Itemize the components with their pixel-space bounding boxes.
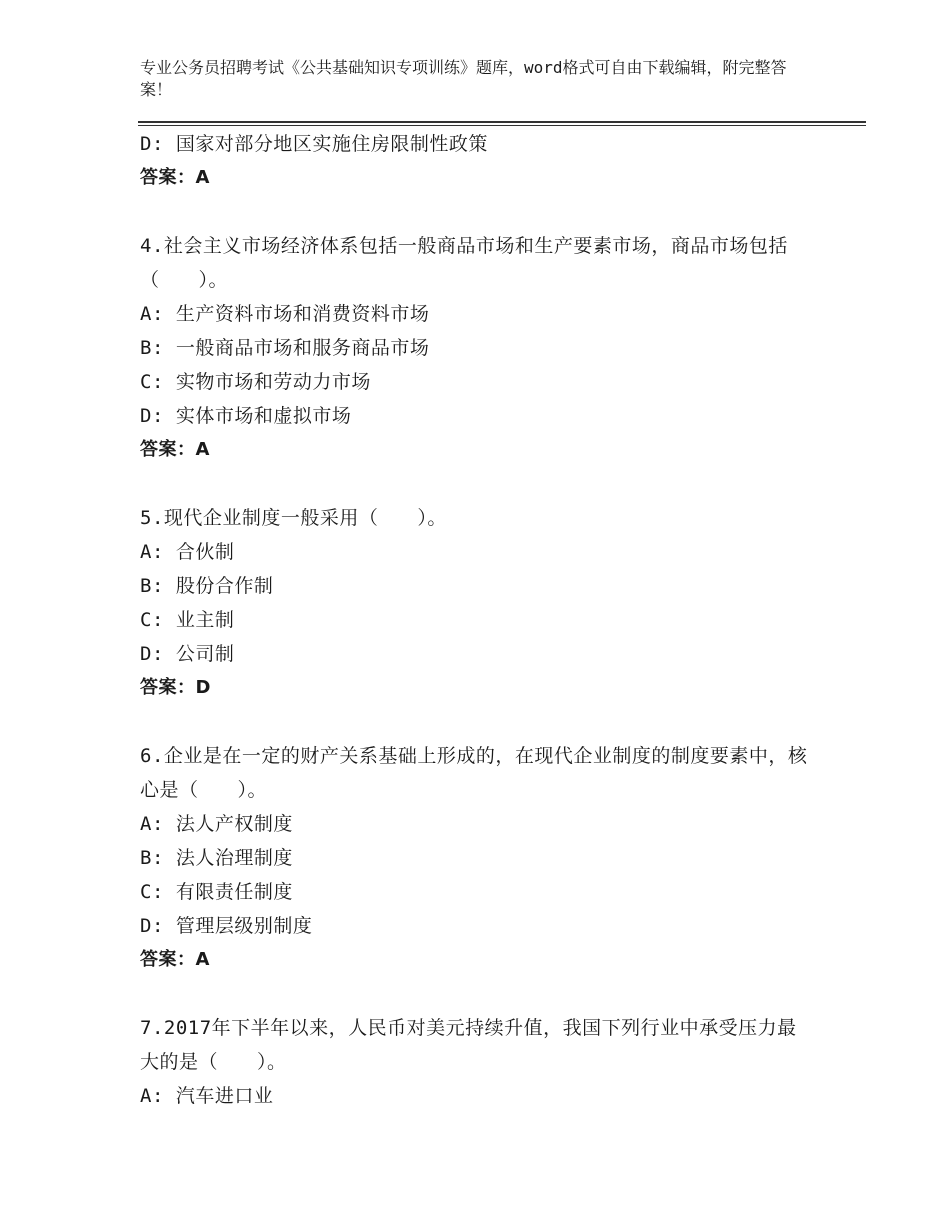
question-7: [140, 1011, 812, 1113]
answer: 答案：A: [140, 167, 210, 188]
option-b: B: 股份合作制: [140, 575, 274, 597]
question-5: [140, 501, 812, 705]
option-d: D: 实体市场和虚拟市场: [140, 405, 352, 427]
question-text: 7.2017年下半年以来，人民币对美元持续升值，我国下列行业中承受压力最大的是（ ）。: [140, 1017, 797, 1073]
option-c: C: 有限责任制度: [140, 881, 293, 903]
question-text: 5.现代企业制度一般采用（ ）。: [140, 507, 447, 529]
answer: 答案：D: [140, 677, 211, 698]
option-a: A: 法人产权制度: [140, 813, 293, 835]
answer: 答案：A: [140, 949, 210, 970]
question-6: [140, 739, 812, 977]
option-a: A: 汽车进口业: [140, 1085, 274, 1107]
option-d: D: 公司制: [140, 643, 235, 665]
option-c: C: 实物市场和劳动力市场: [140, 371, 371, 393]
header-divider-thin: [138, 125, 866, 126]
option-d: D: 国家对部分地区实施住房限制性政策: [140, 133, 488, 155]
question-text: 4.社会主义市场经济体系包括一般商品市场和生产要素市场，商品市场包括（ ）。: [140, 235, 788, 291]
option-d: D: 管理层级别制度: [140, 915, 313, 937]
question-text: 6.企业是在一定的财产关系基础上形成的，在现代企业制度的制度要素中，核心是（ ）。: [140, 745, 808, 801]
header-divider-thick: [138, 121, 866, 123]
option-b: B: 一般商品市场和服务商品市场: [140, 337, 430, 359]
option-a: A: 合伙制: [140, 541, 235, 563]
question-4: [140, 229, 812, 467]
option-a: A: 生产资料市场和消费资料市场: [140, 303, 430, 325]
question-list: [140, 127, 812, 1113]
option-c: C: 业主制: [140, 609, 235, 631]
answer: 答案：A: [140, 439, 210, 460]
page-header: [140, 57, 800, 101]
header-title: 专业公务员招聘考试《公共基础知识专项训练》题库，word格式可自由下载编辑，附完整答案！: [140, 58, 787, 99]
option-b: B: 法人治理制度: [140, 847, 293, 869]
continued-question: [140, 127, 812, 195]
